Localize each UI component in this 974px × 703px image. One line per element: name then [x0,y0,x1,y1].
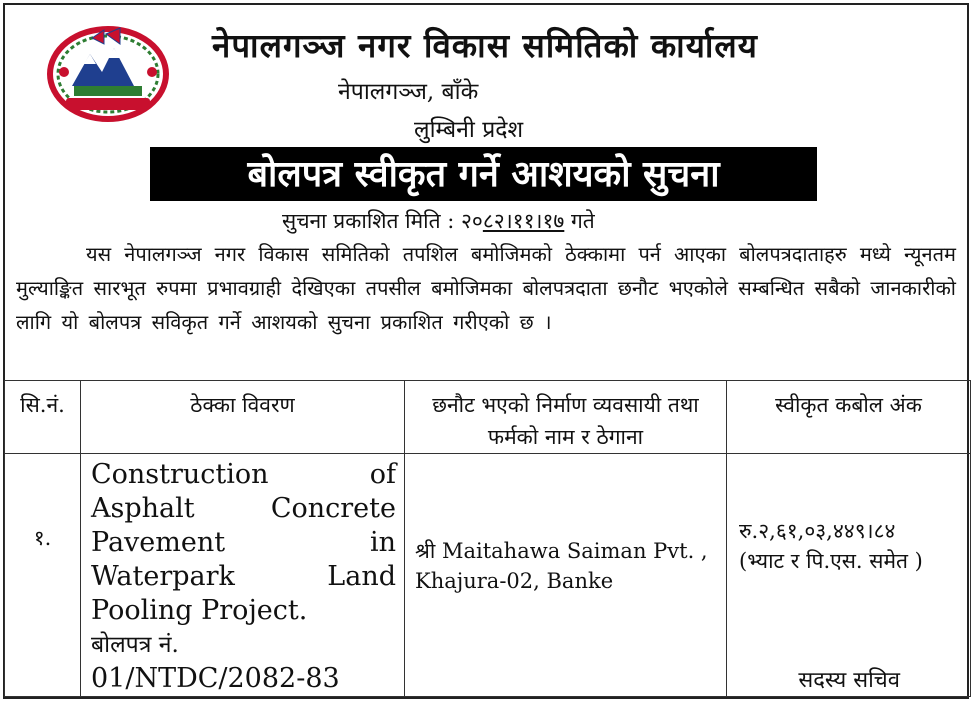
firm-address: Khajura-02, Banke [415,569,614,593]
member-secretary-signature: सदस्य सचिव [798,668,900,693]
approved-amount: रु.२,६१,०३,४४९।८४ [739,519,896,543]
award-table [4,380,971,697]
publication-date-value: ८२।११।१७ [482,209,565,233]
row-firm [405,454,727,697]
bid-number-label: बोलपत्र नं. [91,632,179,658]
notice-body-paragraph: यस नेपालगञ्ज नगर विकास समितिको तपशिल बमोजिमको ठेक्कामा पर्न आएका बोलपत्रदाताहरु मध्ये न्यूनतम मुल्याङ्कित सारभूत रुपमा प्रभावग्राही देखिएका तपसील बमोजिमका बोलपत्रदाता छनौट भएकोले सम्बन्धित सबैको जानकारीको लागि यो बोलपत्र सविकृत गर्ने आशयको सुचना प्रकाशित गरीएको छ । [16,242,956,334]
header-firm: छनौट भएको निर्माण व्यवसायी तथा फर्मको नाम र ठेगाना [405,381,727,454]
nepal-government-emblem-icon [44,24,172,124]
header-description: ठेक्का विवरण [81,381,405,454]
office-province: लुम्बिनी प्रदेश [414,117,524,143]
publication-date-suffix: गते [564,209,595,233]
office-name: नेपालगञ्ज नगर विकास समितिको कार्यालय [212,26,758,65]
row-amount [727,454,971,697]
publication-date-label: सुचना प्रकाशित मिति : २० [282,209,483,233]
row-description [81,454,405,697]
table-header-row [5,381,971,454]
table-row [5,454,971,697]
firm-name: श्री Maitahawa Saiman Pvt. , [415,539,708,563]
amount-note: (भ्याट र पि.एस. समेत ) [739,549,923,573]
header-serial: सि.नं. [5,381,81,454]
contract-description: Construction of Asphalt Concrete Pavement in Waterpark Land Pooling Project. [91,459,396,626]
bid-number: 01/NTDC/2082-83 [91,663,340,694]
office-address: नेपालगञ्ज, बाँके [338,79,479,105]
header-amount: स्वीकृत कबोल अंक [727,381,971,454]
row-serial: १. [5,454,81,697]
publication-date [282,207,595,235]
notice-title-banner: बोलपत्र स्वीकृत गर्ने आशयको सुचना [150,147,817,201]
